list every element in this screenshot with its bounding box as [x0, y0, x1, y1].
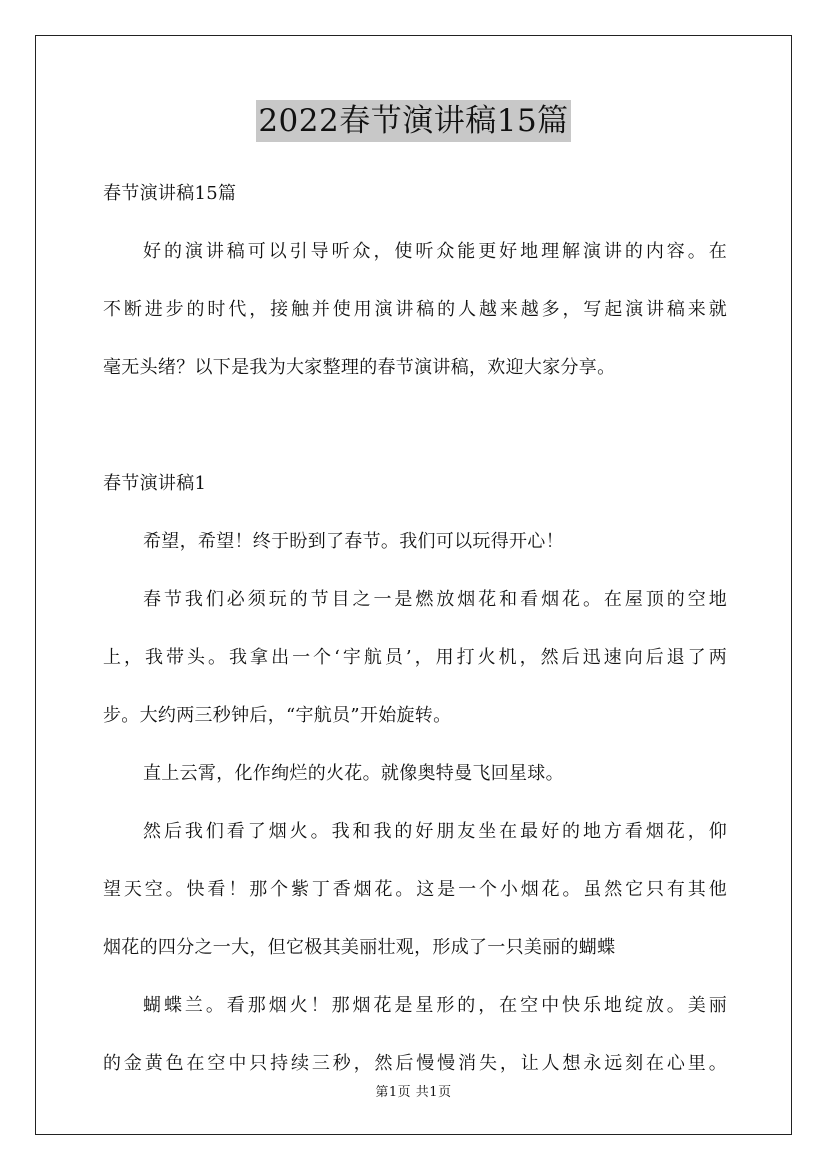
- subtitle: 春节演讲稿15篇: [103, 183, 237, 204]
- paragraph-line: 烟花的四分之一大，但它极其美丽壮观，形成了一只美丽的蝴蝶: [103, 937, 616, 958]
- intro-line: 毫无头绪？以下是我为大家整理的春节演讲稿，欢迎大家分享。: [103, 357, 616, 378]
- paragraph-line: 蝴蝶兰。看那烟火！那烟花是星形的，在空中快乐地绽放。美丽: [143, 995, 727, 1016]
- section-heading: 春节演讲稿1: [103, 473, 207, 494]
- page-footer: 第1页 共1页: [375, 1085, 452, 1100]
- paragraph-line: 上，我带头。我拿出一个‘宇航员’，用打火机，然后迅速向后退了两: [103, 647, 727, 668]
- intro-line: 不断进步的时代，接触并使用演讲稿的人越来越多，写起演讲稿来就: [103, 299, 727, 320]
- paragraph-line: 希望，希望！终于盼到了春节。我们可以玩得开心！: [143, 531, 564, 552]
- intro-line: 好的演讲稿可以引导听众，使听众能更好地理解演讲的内容。在: [143, 241, 727, 262]
- paragraph-line: 步。大约两三秒钟后，“宇航员”开始旋转。: [103, 705, 452, 726]
- paragraph-line: 直上云霄，化作绚烂的火花。就像奥特曼飞回星球。: [143, 763, 564, 784]
- paragraph-line: 然后我们看了烟火。我和我的好朋友坐在最好的地方看烟花，仰: [143, 821, 727, 842]
- document-title: 2022春节演讲稿15篇: [256, 100, 570, 142]
- document-body: [103, 175, 727, 1083]
- paragraph-line: 春节我们必须玩的节目之一是燃放烟花和看烟花。在屋顶的空地: [143, 589, 727, 610]
- title-wrap: [0, 100, 827, 142]
- paragraph-line: 望天空。快看！那个紫丁香烟花。这是一个小烟花。虽然它只有其他: [103, 879, 727, 900]
- paragraph-line: 的金黄色在空中只持续三秒，然后慢慢消失，让人想永远刻在心里。: [103, 1053, 727, 1074]
